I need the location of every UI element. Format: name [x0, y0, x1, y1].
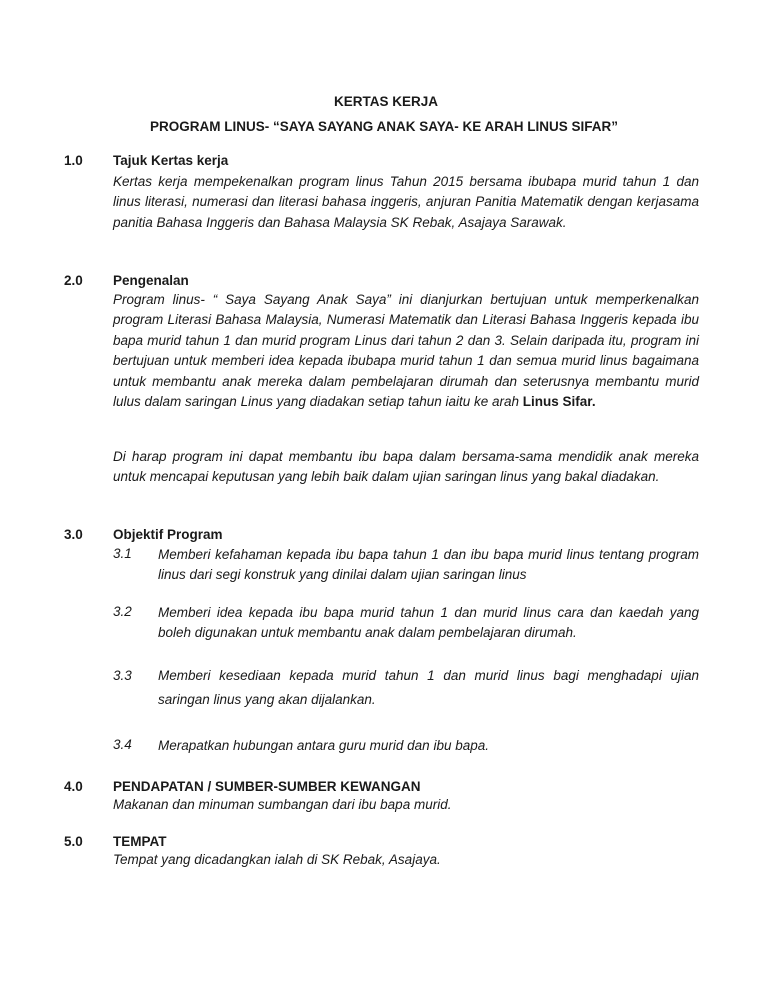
- objective-text: Merapatkan hubungan antara guru murid dan ibu bapa.: [158, 738, 489, 753]
- section-number: 5.0: [64, 834, 83, 849]
- section-number: 2.0: [64, 273, 83, 288]
- section-heading: Objektif Program: [113, 527, 223, 542]
- section-paragraph: [113, 290, 699, 412]
- emphasis-text: Linus Sifar.: [522, 394, 596, 410]
- section-paragraph: Di harap program ini dapat membantu ibu bapa dalam bersama-sama mendidik anak mereka untuk mencapai keputusan yang lebih baik dalam ujian saringan linus yang bakal diadakan.: [113, 449, 699, 485]
- objective-number: 3.3: [113, 668, 132, 683]
- paragraph-text: Program linus- “ Saya Sayang Anak Saya” ini dianjurkan bertujuan untuk memperkenalkan program Literasi Bahasa Malaysia, Numerasi Matematik dan Literasi Bahasa Inggeris kepada ibu bapa murid tahun 1 dan murid program Linus dari tahun 2 dan 3. Selain daripada itu, program ini bertujuan untuk memberi idea kepada ibubapa murid tahun 1 dan semua murid linus bagaimana untuk membantu anak mereka dalam pembelajaran dirumah dan seterusnya membantu murid lulus dalam saringan Linus yang diadakan setiap tahun iaitu ke arah: [113, 292, 699, 410]
- section-heading: TEMPAT: [113, 834, 167, 849]
- section-number: 4.0: [64, 779, 83, 794]
- section-paragraph: Tempat yang dicadangkan ialah di SK Rebak, Asajaya.: [113, 852, 441, 867]
- objective-text: Memberi idea kepada ibu bapa murid tahun 1 dan murid linus cara dan kaedah yang boleh digunakan untuk membantu anak dalam pembelajaran dirumah.: [158, 605, 699, 641]
- objective-text: Memberi kesediaan kepada murid tahun 1 dan murid linus bagi menghadapi ujian saringan linus yang akan dijalankan.: [158, 668, 699, 707]
- section-paragraph: Kertas kerja mempekenalkan program linus Tahun 2015 bersama ibubapa murid tahun 1 dan linus literasi, numerasi dan literasi bahasa inggeris, anjuran Panitia Matematik dengan kerjasama panitia Bahasa Inggeris dan Bahasa Malaysia SK Rebak, Asajaya Sarawak.: [113, 174, 699, 230]
- document-title: KERTAS KERJA: [333, 94, 438, 109]
- section-number: 1.0: [64, 153, 83, 168]
- section-number: 3.0: [64, 527, 83, 542]
- section-heading: Pengenalan: [113, 273, 189, 288]
- document-subtitle: PROGRAM LINUS- “SAYA SAYANG ANAK SAYA- KE ARAH LINUS SIFAR”: [149, 119, 619, 134]
- section-heading: PENDAPATAN / SUMBER-SUMBER KEWANGAN: [113, 779, 421, 794]
- section-paragraph: Makanan dan minuman sumbangan dari ibu bapa murid.: [113, 797, 452, 812]
- objective-number: 3.4: [113, 737, 132, 752]
- section-heading: Tajuk Kertas kerja: [113, 153, 229, 168]
- objective-number: 3.1: [113, 546, 132, 561]
- objective-number: 3.2: [113, 604, 132, 619]
- objective-text: Memberi kefahaman kepada ibu bapa tahun 1 dan ibu bapa murid linus tentang program linus dari segi konstruk yang dinilai dalam ujian saringan linus: [158, 547, 699, 583]
